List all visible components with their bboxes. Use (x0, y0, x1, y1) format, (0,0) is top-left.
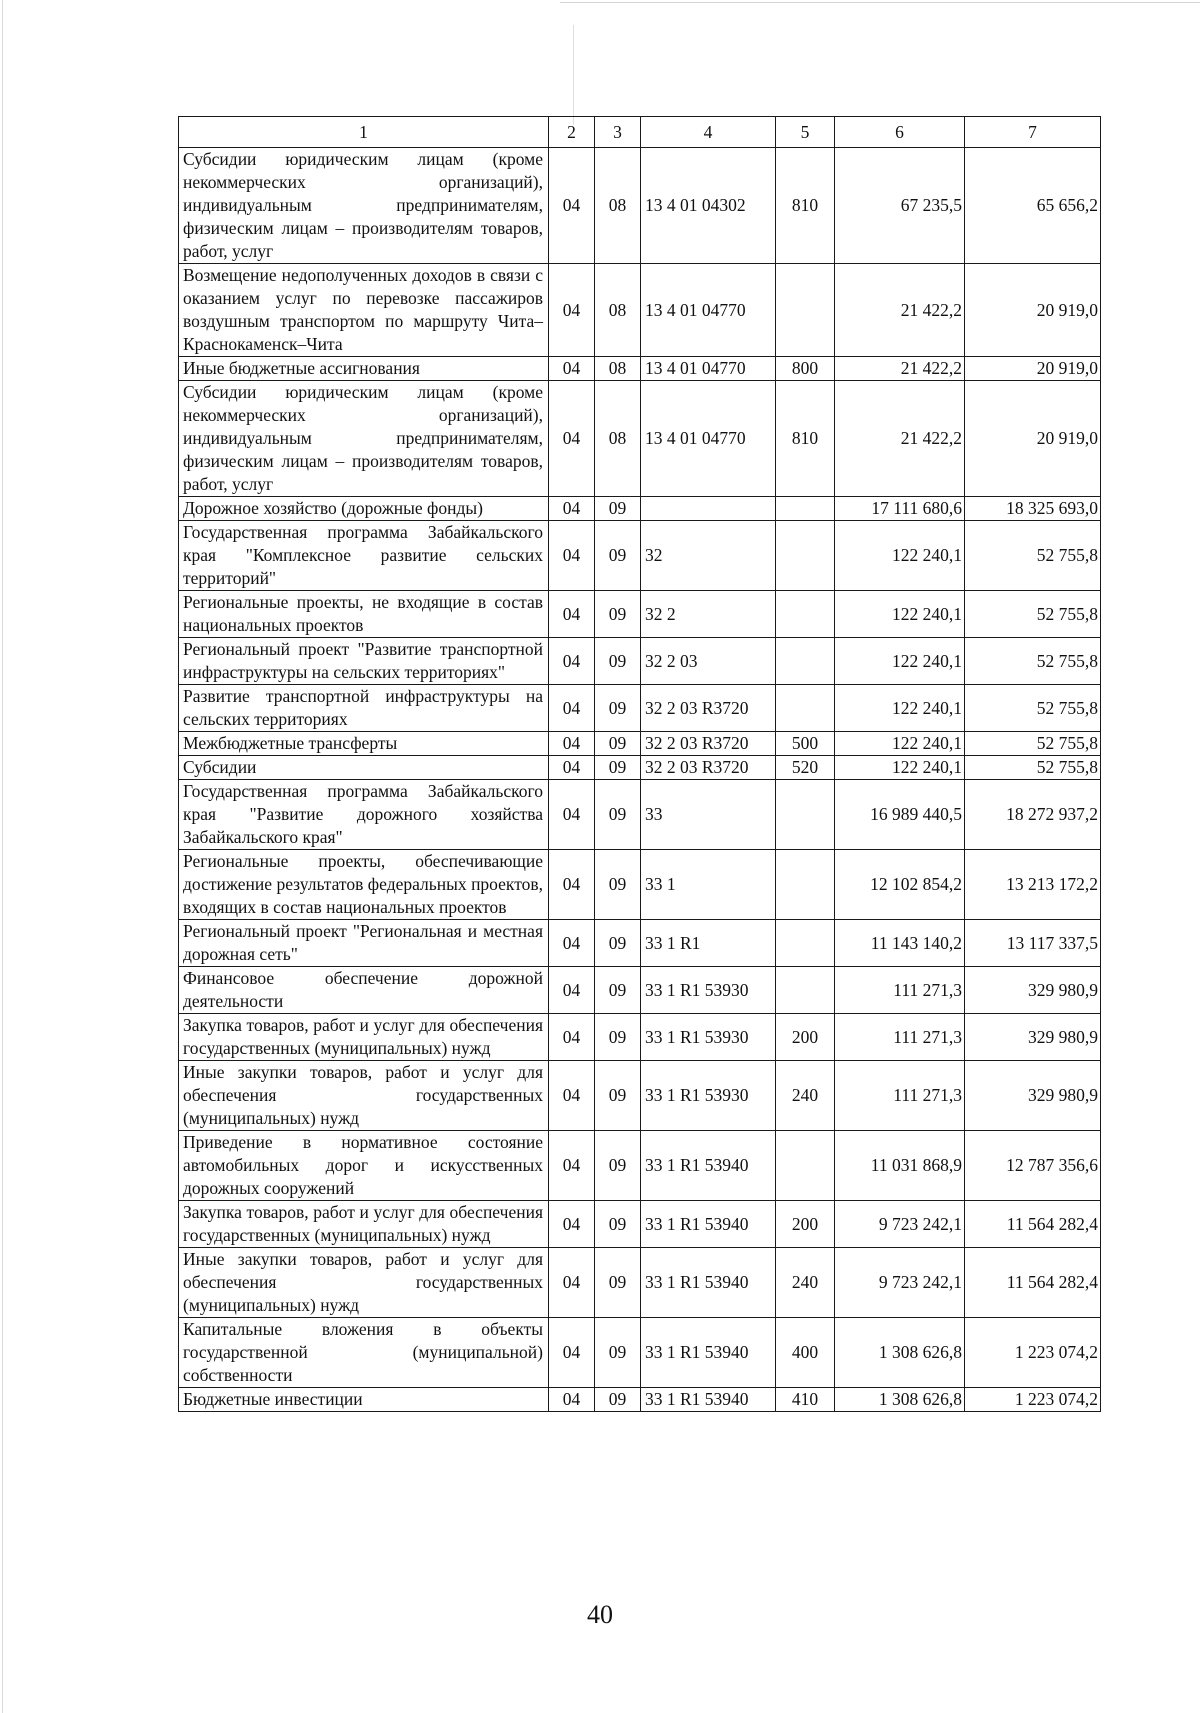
amount-year2-cell: 1 223 074,2 (965, 1318, 1101, 1388)
section-code-cell: 04 (549, 756, 595, 780)
subsection-code-cell: 09 (595, 850, 641, 920)
subsection-code-cell: 09 (595, 967, 641, 1014)
amount-year1-cell: 122 240,1 (835, 732, 965, 756)
row-name-cell: Закупка товаров, работ и услуг для обеспечения государственных (муниципальных) нужд (179, 1014, 549, 1061)
amount-year1-cell: 111 271,3 (835, 1061, 965, 1131)
amount-year2-cell: 52 755,8 (965, 685, 1101, 732)
amount-year1-cell: 21 422,2 (835, 381, 965, 497)
amount-year2-cell: 11 564 282,4 (965, 1201, 1101, 1248)
table-body (179, 148, 1101, 1412)
table-row (179, 685, 1101, 732)
amount-year1-cell: 21 422,2 (835, 357, 965, 381)
expense-type-cell (776, 264, 835, 357)
amount-year2-cell: 52 755,8 (965, 732, 1101, 756)
subsection-code-cell: 08 (595, 381, 641, 497)
expense-type-cell (776, 638, 835, 685)
amount-year2-cell: 52 755,8 (965, 591, 1101, 638)
target-article-cell: 33 1 R1 53940 (641, 1201, 776, 1248)
table-header-row (179, 117, 1101, 148)
section-code-cell: 04 (549, 1131, 595, 1201)
expense-type-cell: 520 (776, 756, 835, 780)
subsection-code-cell: 09 (595, 1061, 641, 1131)
section-code-cell: 04 (549, 850, 595, 920)
section-code-cell: 04 (549, 1014, 595, 1061)
target-article-cell: 13 4 01 04770 (641, 357, 776, 381)
expense-type-cell (776, 591, 835, 638)
column-header-4: 4 (641, 117, 776, 148)
amount-year2-cell: 20 919,0 (965, 381, 1101, 497)
subsection-code-cell: 09 (595, 1131, 641, 1201)
expense-type-cell: 200 (776, 1201, 835, 1248)
page-number: 40 (587, 1600, 613, 1629)
amount-year1-cell: 111 271,3 (835, 1014, 965, 1061)
amount-year1-cell: 122 240,1 (835, 685, 965, 732)
table-row (179, 1131, 1101, 1201)
expense-type-cell (776, 967, 835, 1014)
target-article-cell: 33 1 R1 53940 (641, 1318, 776, 1388)
amount-year1-cell: 122 240,1 (835, 521, 965, 591)
target-article-cell: 33 (641, 780, 776, 850)
amount-year1-cell: 21 422,2 (835, 264, 965, 357)
amount-year2-cell: 1 223 074,2 (965, 1388, 1101, 1412)
target-article-cell: 13 4 01 04770 (641, 264, 776, 357)
amount-year1-cell: 122 240,1 (835, 591, 965, 638)
target-article-cell: 13 4 01 04302 (641, 148, 776, 264)
scan-artifact-left-edge (2, 0, 3, 1713)
table-row (179, 638, 1101, 685)
section-code-cell: 04 (549, 638, 595, 685)
subsection-code-cell: 09 (595, 1014, 641, 1061)
column-header-1: 1 (179, 117, 549, 148)
section-code-cell: 04 (549, 357, 595, 381)
subsection-code-cell: 09 (595, 920, 641, 967)
table-row (179, 1014, 1101, 1061)
subsection-code-cell: 09 (595, 638, 641, 685)
table-row (179, 850, 1101, 920)
amount-year1-cell: 67 235,5 (835, 148, 965, 264)
table-row (179, 148, 1101, 264)
table-row (179, 780, 1101, 850)
table-row (179, 732, 1101, 756)
expense-type-cell: 240 (776, 1248, 835, 1318)
amount-year2-cell: 65 656,2 (965, 148, 1101, 264)
amount-year2-cell: 20 919,0 (965, 357, 1101, 381)
target-article-cell: 32 2 03 (641, 638, 776, 685)
section-code-cell: 04 (549, 591, 595, 638)
target-article-cell: 32 2 03 R3720 (641, 732, 776, 756)
row-name-cell: Субсидии юридическим лицам (кроме некоммерческих организаций), индивидуальным предпринимателям, физическим лицам – производителям товаров, работ, услуг (179, 381, 549, 497)
section-code-cell: 04 (549, 1061, 595, 1131)
amount-year2-cell: 52 755,8 (965, 756, 1101, 780)
amount-year1-cell: 12 102 854,2 (835, 850, 965, 920)
expense-type-cell (776, 1131, 835, 1201)
scan-artifact-fold (573, 25, 574, 125)
section-code-cell: 04 (549, 148, 595, 264)
amount-year2-cell: 52 755,8 (965, 638, 1101, 685)
target-article-cell: 33 1 R1 (641, 920, 776, 967)
target-article-cell (641, 497, 776, 521)
expense-type-cell: 810 (776, 381, 835, 497)
target-article-cell: 33 1 R1 53930 (641, 967, 776, 1014)
table-row (179, 264, 1101, 357)
table-row (179, 521, 1101, 591)
row-name-cell: Капитальные вложения в объекты государственной (муниципальной) собственности (179, 1318, 549, 1388)
subsection-code-cell: 09 (595, 780, 641, 850)
expense-type-cell: 410 (776, 1388, 835, 1412)
expense-type-cell (776, 850, 835, 920)
expense-type-cell: 810 (776, 148, 835, 264)
section-code-cell: 04 (549, 967, 595, 1014)
amount-year1-cell: 1 308 626,8 (835, 1388, 965, 1412)
section-code-cell: 04 (549, 1248, 595, 1318)
column-header-6: 6 (835, 117, 965, 148)
table-row (179, 497, 1101, 521)
table-row (179, 381, 1101, 497)
amount-year1-cell: 11 031 868,9 (835, 1131, 965, 1201)
subsection-code-cell: 08 (595, 357, 641, 381)
expense-type-cell: 240 (776, 1061, 835, 1131)
target-article-cell: 33 1 R1 53940 (641, 1248, 776, 1318)
amount-year2-cell: 13 117 337,5 (965, 920, 1101, 967)
section-code-cell: 04 (549, 1201, 595, 1248)
amount-year2-cell: 20 919,0 (965, 264, 1101, 357)
section-code-cell: 04 (549, 1388, 595, 1412)
amount-year1-cell: 17 111 680,6 (835, 497, 965, 521)
subsection-code-cell: 08 (595, 148, 641, 264)
section-code-cell: 04 (549, 685, 595, 732)
column-header-3: 3 (595, 117, 641, 148)
amount-year2-cell: 12 787 356,6 (965, 1131, 1101, 1201)
amount-year1-cell: 16 989 440,5 (835, 780, 965, 850)
row-name-cell: Иные закупки товаров, работ и услуг для обеспечения государственных (муниципальных) нужд (179, 1248, 549, 1318)
target-article-cell: 33 1 R1 53940 (641, 1388, 776, 1412)
row-name-cell: Бюджетные инвестиции (179, 1388, 549, 1412)
subsection-code-cell: 09 (595, 1318, 641, 1388)
budget-table (178, 116, 1101, 1412)
amount-year2-cell: 11 564 282,4 (965, 1248, 1101, 1318)
section-code-cell: 04 (549, 521, 595, 591)
target-article-cell: 33 1 R1 53940 (641, 1131, 776, 1201)
row-name-cell: Иные закупки товаров, работ и услуг для обеспечения государственных (муниципальных) нужд (179, 1061, 549, 1131)
subsection-code-cell: 09 (595, 685, 641, 732)
section-code-cell: 04 (549, 264, 595, 357)
subsection-code-cell: 09 (595, 1388, 641, 1412)
subsection-code-cell: 08 (595, 264, 641, 357)
target-article-cell: 32 2 03 R3720 (641, 756, 776, 780)
amount-year1-cell: 9 723 242,1 (835, 1248, 965, 1318)
amount-year2-cell: 18 272 937,2 (965, 780, 1101, 850)
section-code-cell: 04 (549, 732, 595, 756)
section-code-cell: 04 (549, 381, 595, 497)
target-article-cell: 32 (641, 521, 776, 591)
amount-year1-cell: 122 240,1 (835, 756, 965, 780)
expense-type-cell (776, 685, 835, 732)
target-article-cell: 32 2 (641, 591, 776, 638)
row-name-cell: Межбюджетные трансферты (179, 732, 549, 756)
target-article-cell: 33 1 R1 53930 (641, 1061, 776, 1131)
amount-year2-cell: 52 755,8 (965, 521, 1101, 591)
section-code-cell: 04 (549, 1318, 595, 1388)
table-row (179, 357, 1101, 381)
subsection-code-cell: 09 (595, 1201, 641, 1248)
table-row (179, 1248, 1101, 1318)
expense-type-cell (776, 780, 835, 850)
amount-year1-cell: 111 271,3 (835, 967, 965, 1014)
amount-year2-cell: 13 213 172,2 (965, 850, 1101, 920)
row-name-cell: Возмещение недополученных доходов в связи с оказанием услуг по перевозке пассажиров воздушным транспортом по маршруту Чита–Краснокаменск–Чита (179, 264, 549, 357)
section-code-cell: 04 (549, 780, 595, 850)
target-article-cell: 13 4 01 04770 (641, 381, 776, 497)
row-name-cell: Финансовое обеспечение дорожной деятельности (179, 967, 549, 1014)
amount-year2-cell: 329 980,9 (965, 1061, 1101, 1131)
column-header-5: 5 (776, 117, 835, 148)
amount-year2-cell: 329 980,9 (965, 1014, 1101, 1061)
scan-artifact-top-edge (560, 2, 1200, 3)
row-name-cell: Региональные проекты, обеспечивающие достижение результатов федеральных проектов, входящих в состав национальных проектов (179, 850, 549, 920)
amount-year2-cell: 329 980,9 (965, 967, 1101, 1014)
row-name-cell: Иные бюджетные ассигнования (179, 357, 549, 381)
section-code-cell: 04 (549, 497, 595, 521)
expense-type-cell: 400 (776, 1318, 835, 1388)
row-name-cell: Развитие транспортной инфраструктуры на сельских территориях (179, 685, 549, 732)
amount-year2-cell: 18 325 693,0 (965, 497, 1101, 521)
target-article-cell: 33 1 R1 53930 (641, 1014, 776, 1061)
table-row (179, 1318, 1101, 1388)
row-name-cell: Государственная программа Забайкальского края "Развитие дорожного хозяйства Забайкальского края" (179, 780, 549, 850)
table-row (179, 1388, 1101, 1412)
table-row (179, 1061, 1101, 1131)
target-article-cell: 33 1 (641, 850, 776, 920)
amount-year1-cell: 11 143 140,2 (835, 920, 965, 967)
table-row (179, 967, 1101, 1014)
table-row (179, 920, 1101, 967)
expense-type-cell (776, 920, 835, 967)
row-name-cell: Субсидии юридическим лицам (кроме некоммерческих организаций), индивидуальным предпринимателям, физическим лицам – производителям товаров, работ, услуг (179, 148, 549, 264)
row-name-cell: Государственная программа Забайкальского края "Комплексное развитие сельских территорий" (179, 521, 549, 591)
section-code-cell: 04 (549, 920, 595, 967)
expense-type-cell: 200 (776, 1014, 835, 1061)
amount-year1-cell: 122 240,1 (835, 638, 965, 685)
row-name-cell: Закупка товаров, работ и услуг для обеспечения государственных (муниципальных) нужд (179, 1201, 549, 1248)
expense-type-cell: 800 (776, 357, 835, 381)
expense-type-cell (776, 521, 835, 591)
amount-year1-cell: 9 723 242,1 (835, 1201, 965, 1248)
row-name-cell: Дорожное хозяйство (дорожные фонды) (179, 497, 549, 521)
subsection-code-cell: 09 (595, 756, 641, 780)
row-name-cell: Региональные проекты, не входящие в состав национальных проектов (179, 591, 549, 638)
table-row (179, 756, 1101, 780)
table-row (179, 591, 1101, 638)
subsection-code-cell: 09 (595, 521, 641, 591)
target-article-cell: 32 2 03 R3720 (641, 685, 776, 732)
subsection-code-cell: 09 (595, 732, 641, 756)
subsection-code-cell: 09 (595, 497, 641, 521)
row-name-cell: Приведение в нормативное состояние автомобильных дорог и искусственных дорожных сооружений (179, 1131, 549, 1201)
row-name-cell: Региональный проект "Развитие транспортной инфраструктуры на сельских территориях" (179, 638, 549, 685)
row-name-cell: Субсидии (179, 756, 549, 780)
column-header-2: 2 (549, 117, 595, 148)
subsection-code-cell: 09 (595, 1248, 641, 1318)
amount-year1-cell: 1 308 626,8 (835, 1318, 965, 1388)
row-name-cell: Региональный проект "Региональная и местная дорожная сеть" (179, 920, 549, 967)
table-row (179, 1201, 1101, 1248)
column-header-7: 7 (965, 117, 1101, 148)
expense-type-cell (776, 497, 835, 521)
expense-type-cell: 500 (776, 732, 835, 756)
subsection-code-cell: 09 (595, 591, 641, 638)
